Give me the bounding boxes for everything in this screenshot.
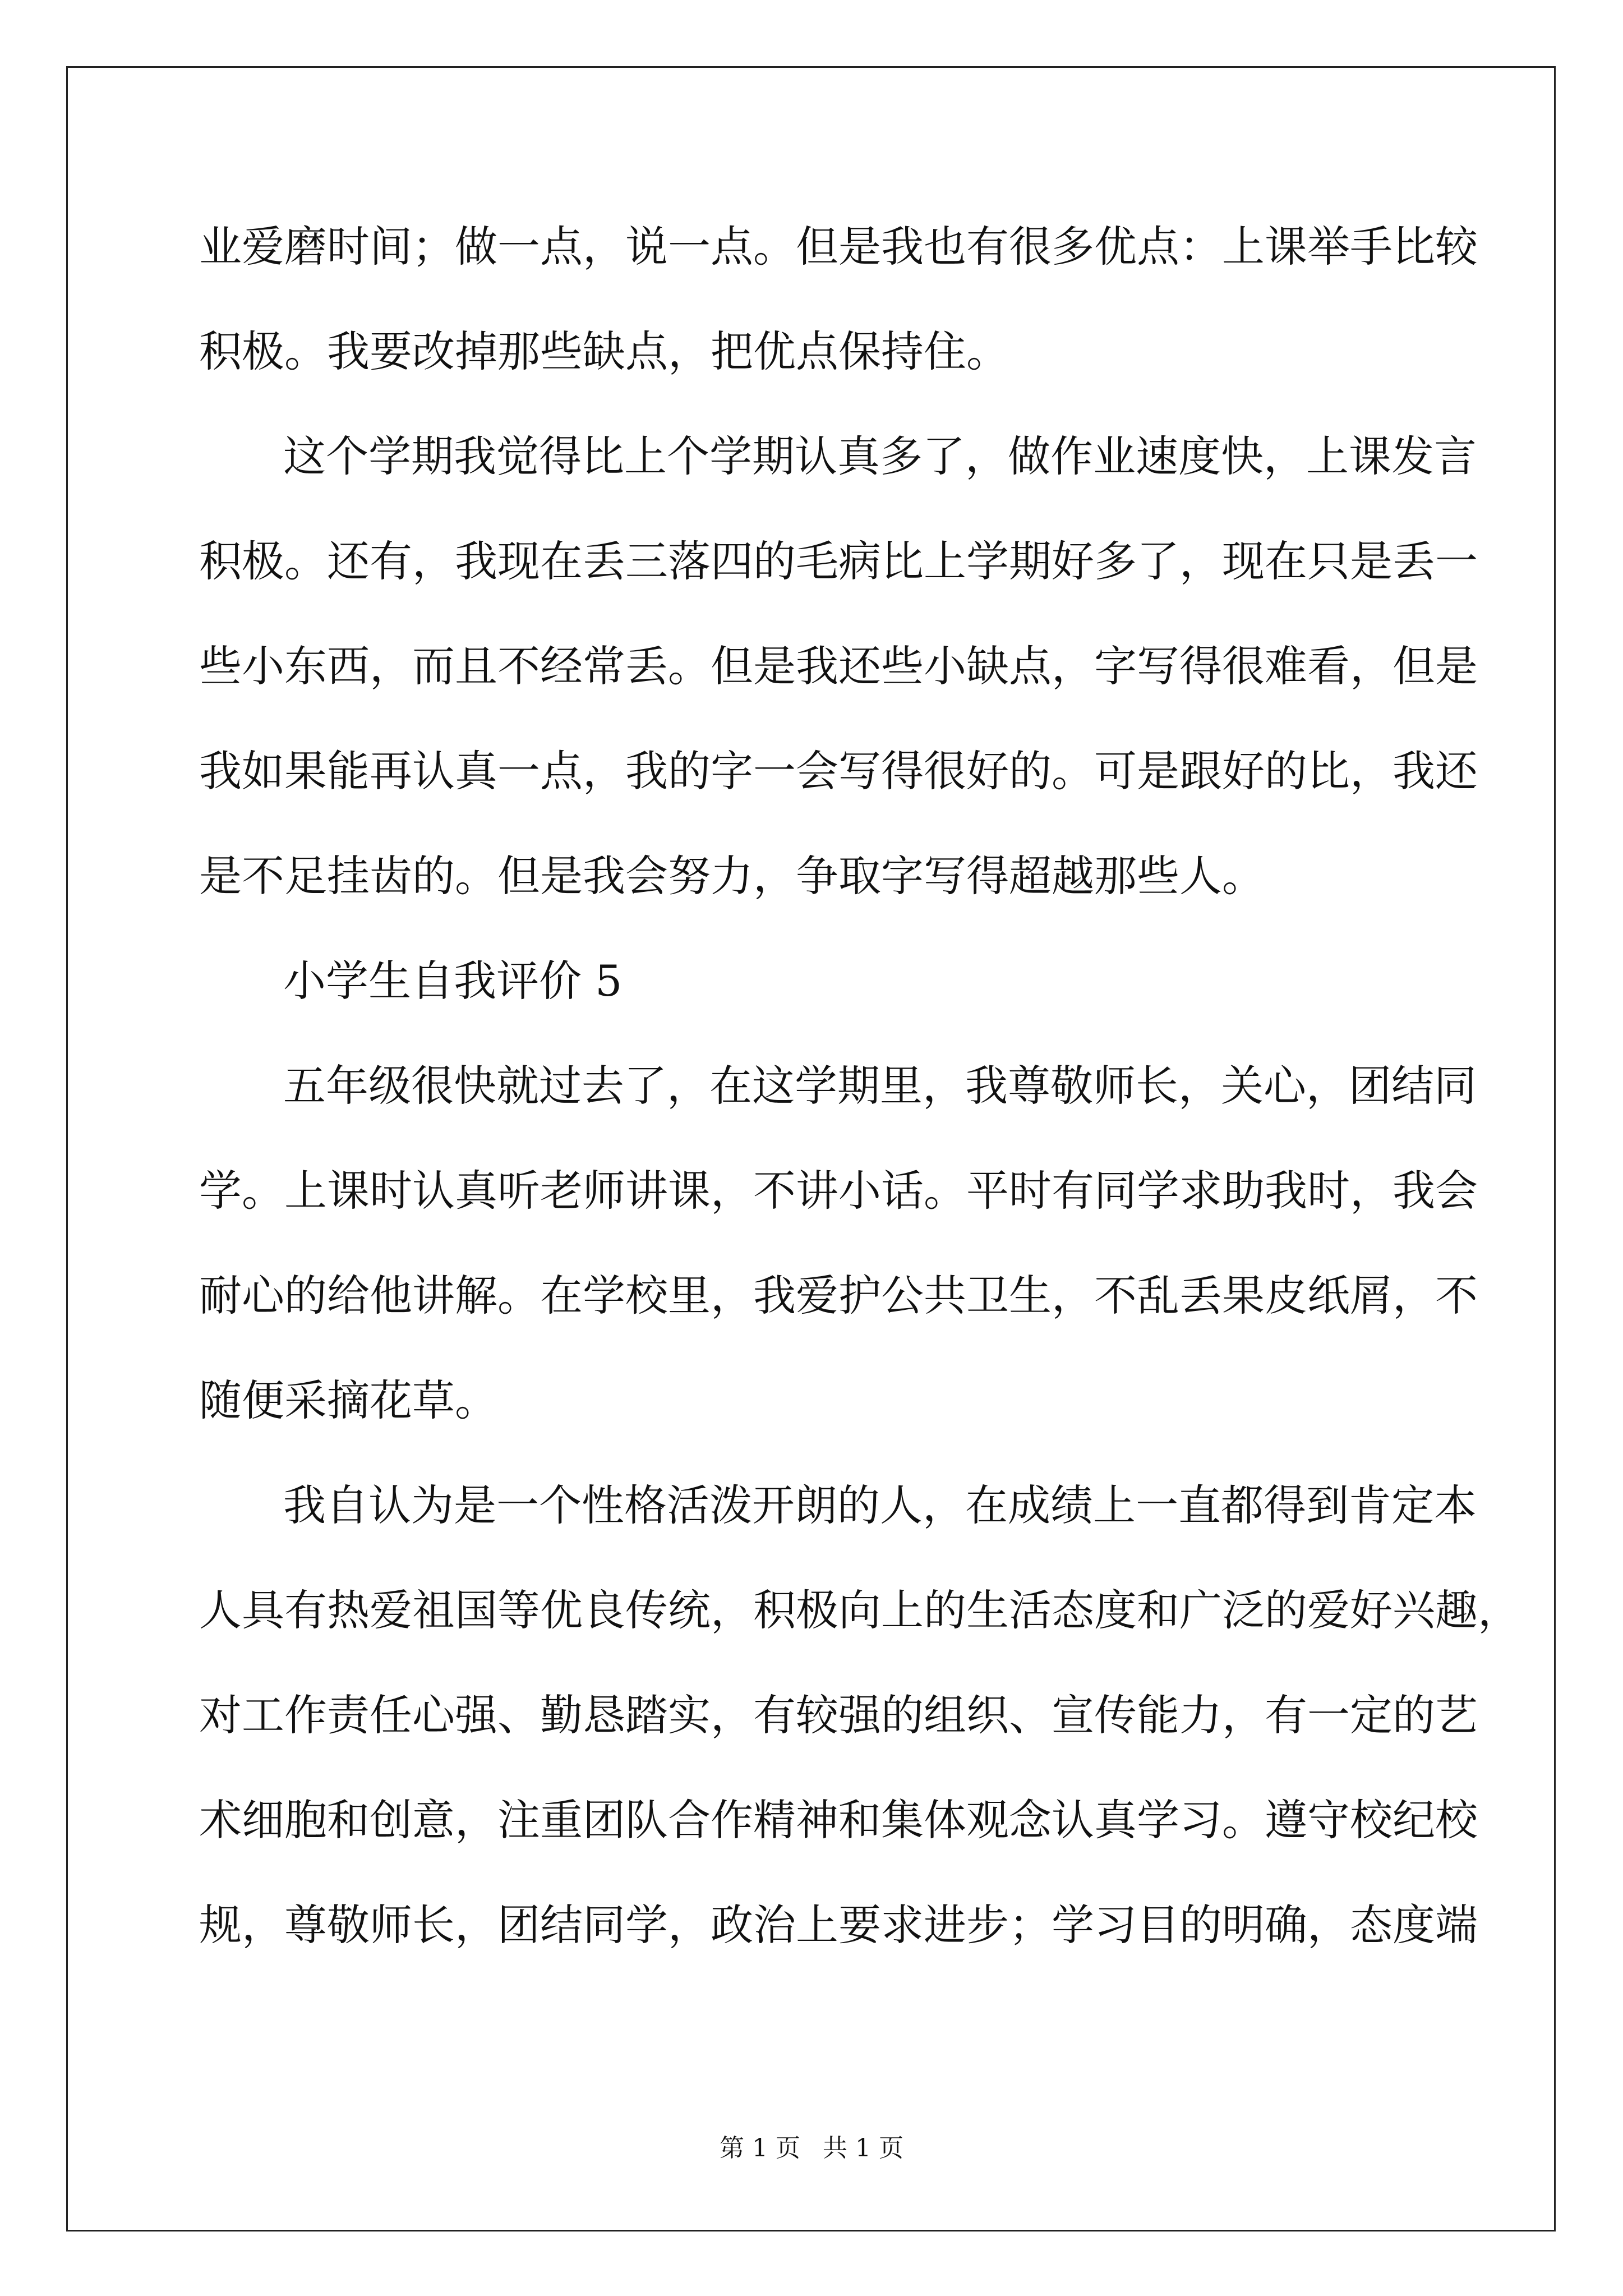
page-total: 共 1 页: [823, 2134, 903, 2162]
section-heading: 小学生自我评价 5: [283, 956, 623, 1006]
text-line: 些小东西，而且不经常丢。但是我还些小缺点，字写得很难看，但是: [199, 641, 1478, 691]
text-line: 学。上课时认真听老师讲课，不讲小话。平时有同学求助我时，我会: [199, 1166, 1478, 1216]
text-line: 这个学期我觉得比上个学期认真多了，做作业速度快，上课发言: [283, 431, 1477, 481]
text-line: 业爱磨时间；做一点，说一点。但是我也有很多优点：上课举手比较: [199, 222, 1478, 272]
text-line: 五年级很快就过去了，在这学期里，我尊敬师长，关心，团结同: [283, 1061, 1477, 1111]
text-line: 积极。还有，我现在丢三落四的毛病比上学期好多了，现在只是丢一: [199, 536, 1478, 586]
text-line: 术细胞和创意，注重团队合作精神和集体观念认真学习。遵守校纪校: [199, 1795, 1478, 1845]
text-line: 积极。我要改掉那些缺点，把优点保持住。: [199, 326, 1009, 376]
text-line: 随便采摘花草。: [199, 1375, 497, 1425]
text-line: 对工作责任心强、勤恳踏实，有较强的组织、宣传能力，有一定的艺: [199, 1690, 1478, 1740]
page-number: 第 1 页: [720, 2134, 800, 2162]
text-line: 我自认为是一个性格活泼开朗的人，在成绩上一直都得到肯定本: [283, 1480, 1477, 1530]
text-line: 我如果能再认真一点，我的字一会写得很好的。可是跟好的比，我还: [199, 746, 1478, 796]
text-line: 是不足挂齿的。但是我会努力，争取字写得超越那些人。: [199, 851, 1265, 901]
page-footer: [0, 2132, 1623, 2165]
text-line: 人具有热爱祖国等优良传统，积极向上的生活态度和广泛的爱好兴趣，: [199, 1585, 1520, 1635]
text-line: 耐心的给他讲解。在学校里，我爱护公共卫生，不乱丢果皮纸屑，不: [199, 1271, 1478, 1320]
text-line: 规，尊敬师长，团结同学，政治上要求进步；学习目的明确，态度端: [199, 1900, 1478, 1950]
